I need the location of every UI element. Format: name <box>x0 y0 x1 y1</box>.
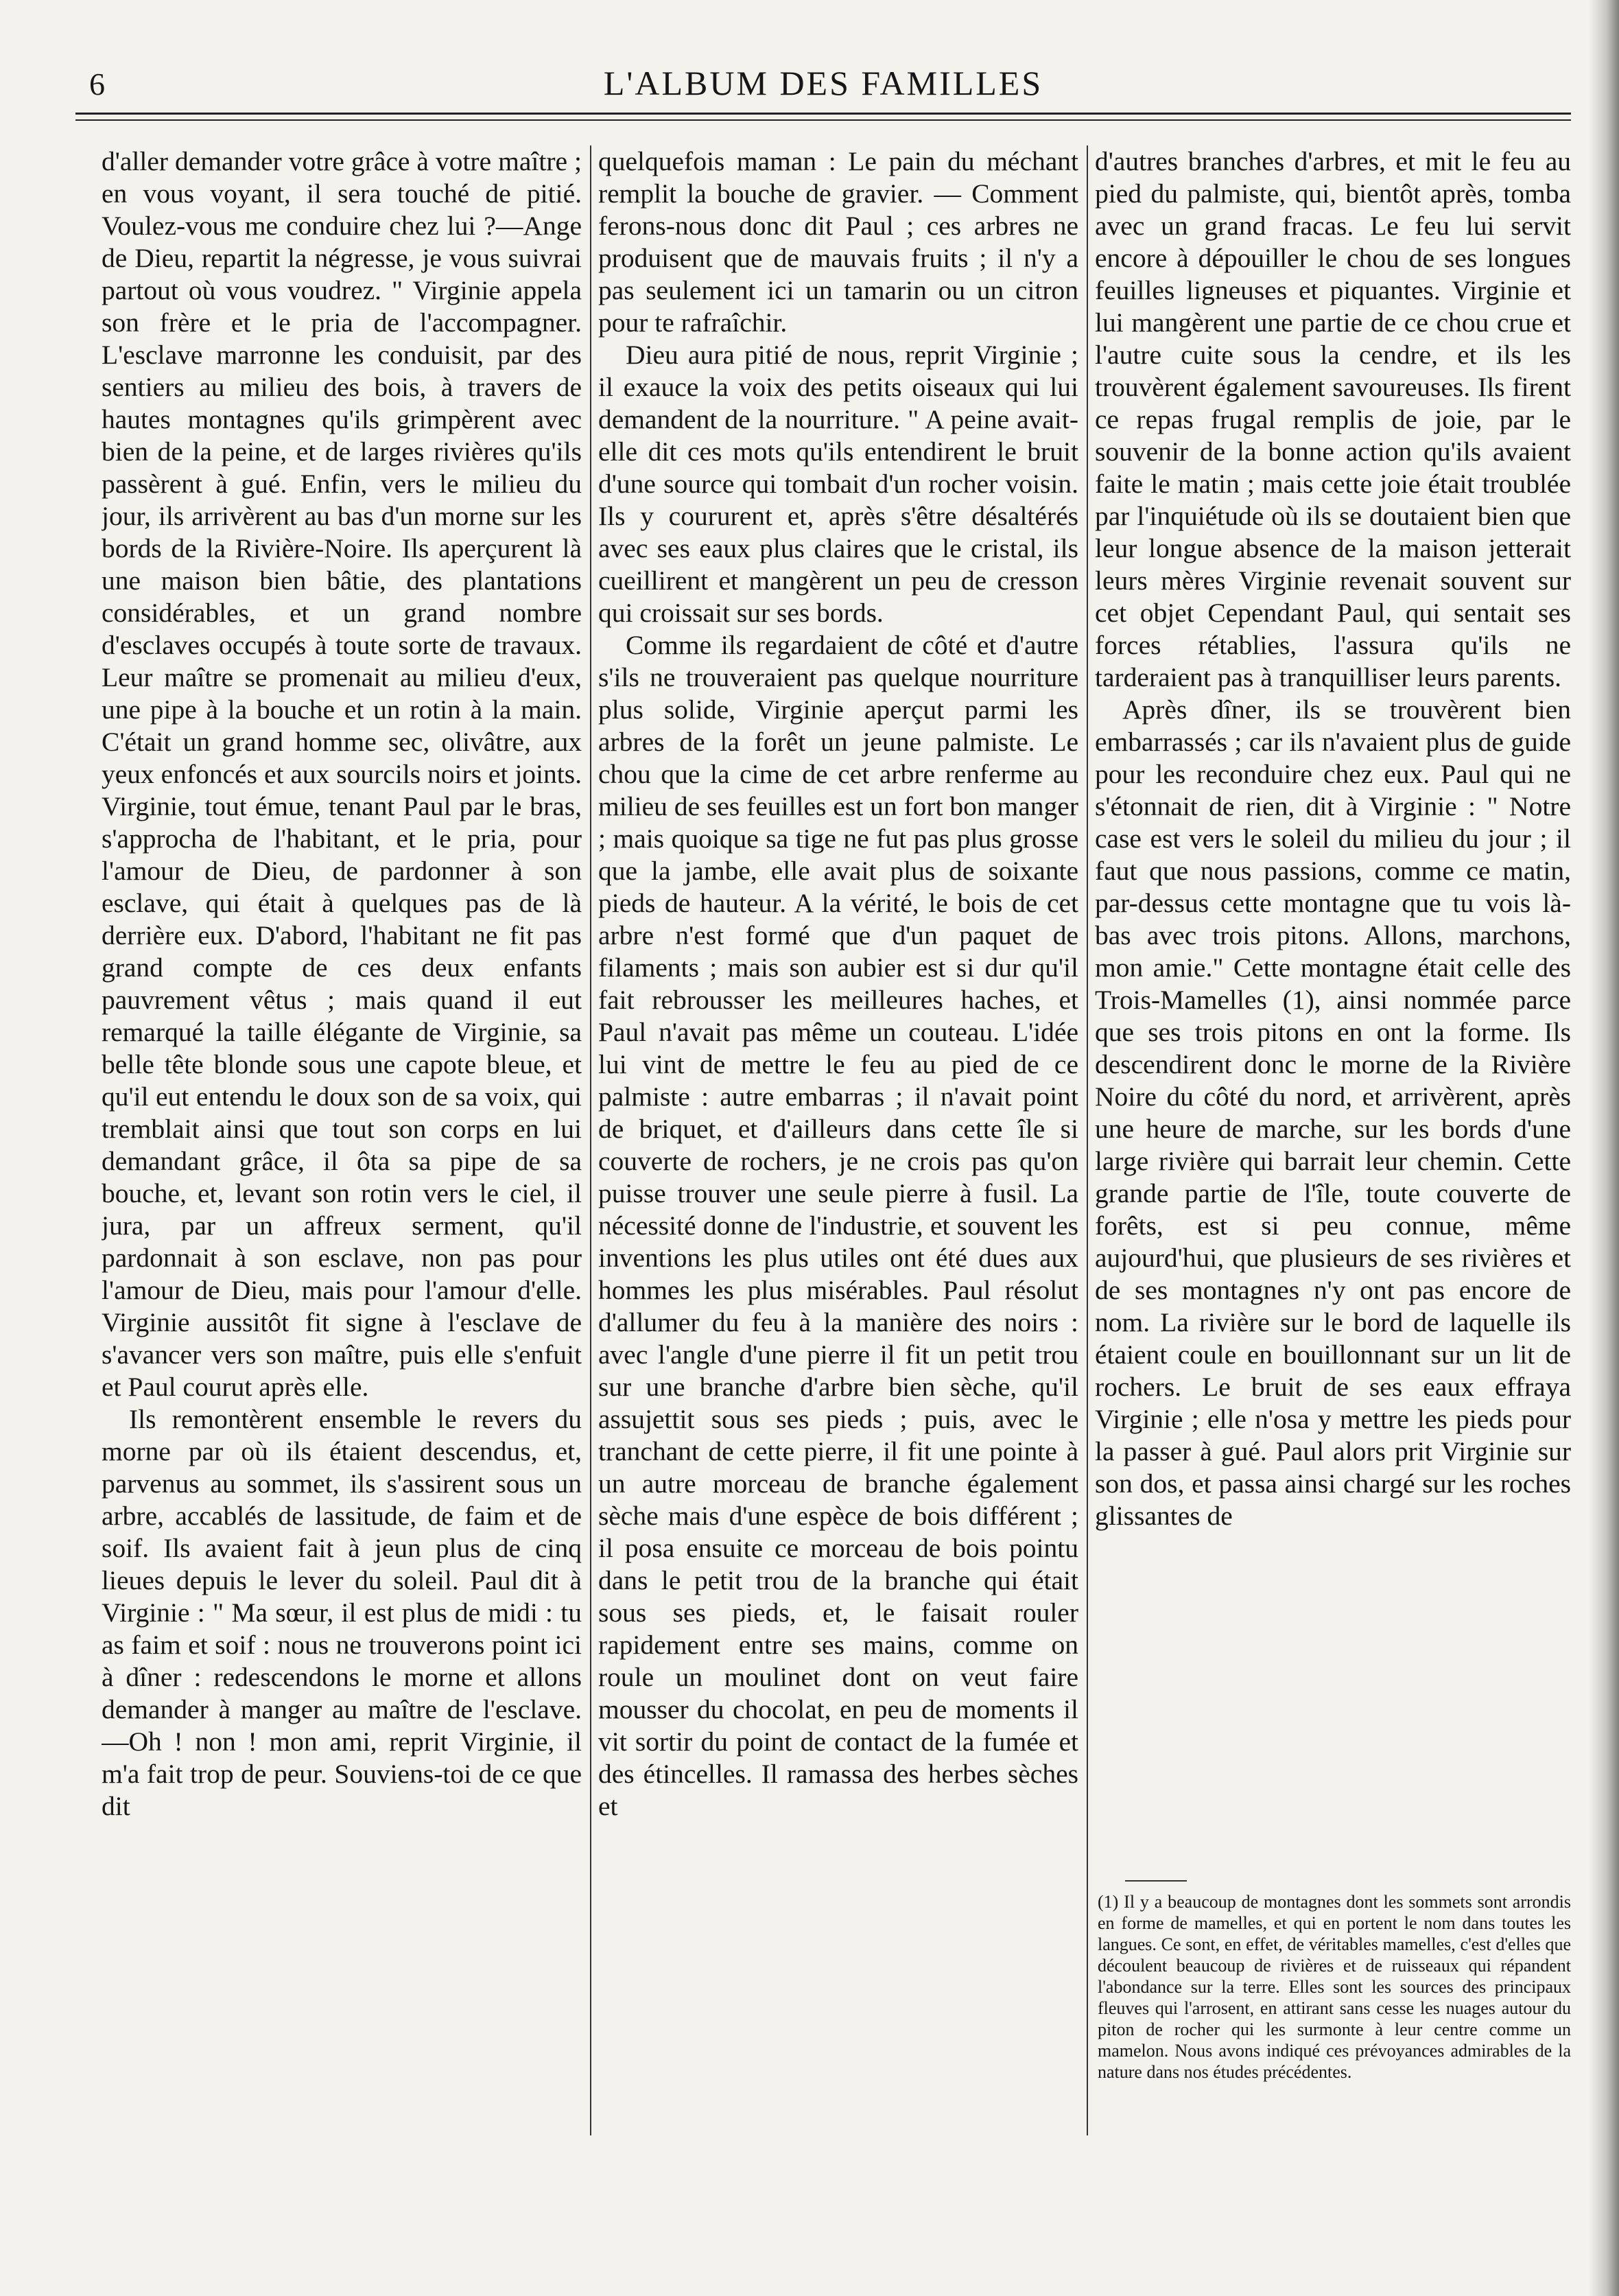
paragraph: Ils remontèrent ensemble le revers du morne par où ils étaient descendus, et, parvenus au sommet, ils s'assirent sous un arbre, accablés de lassitude, de faim et de soif. Ils avaient fait à jeun plus de cinq lieues depuis le lever du soleil. Paul dit à Virginie : " Ma sœur, il est plus de midi : tu as faim et soif : nous ne trouverons point ici à dîner : redescendons le morne et allons demander à manger au maître de l'esclave.—Oh ! non ! mon ami, reprit Virginie, il m'a fait trop de peur. Souviens-toi de ce que dit <box>102 1404 582 1821</box>
text-column-1 <box>102 145 582 2204</box>
footnote-rule <box>1125 1880 1187 1882</box>
text-column-2 <box>598 145 1078 2204</box>
paragraph: d'aller demander votre grâce à votre maître ; en vous voyant, il sera touché de pitié. Voulez-vous me conduire chez lui ?—Ange de Dieu, repartit la négresse, je vous suivrai partout où vous voudrez. " Virginie appela son frère et le pria de l'accompagner. L'esclave marronne les conduisit, par des sentiers au milieu des bois, à travers de hautes montagnes qu'ils grimpèrent avec bien de la peine, et de larges rivières qu'ils passèrent à gué. Enfin, vers le milieu du jour, ils arrivèrent au bas d'un morne sur les bords de la Rivière-Noire. Ils aperçurent là une maison bien bâtie, des plantations considérables, et un grand nombre d'esclaves occupés à toute sorte de travaux. Leur maître se promenait au milieu d'eux, une pipe à la bouche et un rotin à la main. C'était un grand homme sec, olivâtre, aux yeux enfoncés et aux sourcils noirs et joints. Virginie, tout émue, tenant Paul par le bras, s'approcha de l'habitant, et le pria, pour l'amour de Dieu, de pardonner à son esclave, qui était à quelques pas de là derrière eux. D'abord, l'habitant ne fit pas grand compte de ces deux enfants pauvrement vêtus ; mais quand il eut remarqué la taille élégante de Virginie, sa belle tête blonde sous une capote bleue, et qu'il eut entendu le doux son de sa voix, qui tremblait ainsi que tout son corps en lui demandant grâce, il ôta sa pipe de sa bouche, et, levant son rotin vers le ciel, il jura, par un affreux serment, qu'il pardonnait à son esclave, non pas pour l'amour de Dieu, mais pour l'amour d'elle. Virginie aussitôt fit signe à l'esclave de s'avancer vers son maître, puis elle s'enfuit et Paul courut après elle. <box>102 146 582 1402</box>
column-divider <box>590 145 591 2135</box>
footnote: (1) Il y a beaucoup de montagnes dont les sommets sont arrondis en forme de mamelles, et qui en portent le nom dans toutes les langues. Ce sont, en effet, de véritables mamelles, c'est d'elles que découlent beaucoup de rivières et de ruisseaux qui répandent l'abondance sur la terre. Elles sont les sources des principaux fleuves qui l'arrosent, en attirant sans cesse les nuages autour du piton de rocher qui les surmonte à leur centre comme un mamelon. Nous avons indiqué ces prévoyances admirables de la nature dans nos études précédentes. <box>1098 1892 1571 2082</box>
header-rule-thin <box>75 119 1571 121</box>
paragraph: quelquefois maman : Le pain du méchant remplit la bouche de gravier. — Comment ferons-nous donc dit Paul ; ces arbres ne produisent que de mauvais fruits ; il n'y a pas seulement ici un tamarin ou un citron pour te rafraîchir. <box>598 146 1078 338</box>
header-rule <box>75 113 1571 115</box>
paragraph: Après dîner, ils se trouvèrent bien embarrassés ; car ils n'avaient plus de guide pour les reconduire chez eux. Paul qui ne s'étonnait de rien, dit à Virginie : " Notre case est vers le soleil du milieu du jour ; il faut que nous passions, comme ce matin, par-dessus cette montagne que tu vois là-bas avec trois pitons. Allons, marchons, mon amie." Cette montagne était celle des Trois-Mamelles (1), ainsi nommée parce que ses trois pitons en ont la forme. Ils descendirent donc le morne de la Rivière Noire du côté du nord, et arrivèrent, après une heure de marche, sur les bords d'une large rivière qui barrait leur chemin. Cette grande partie de l'île, toute couverte de forêts, est si peu connue, même aujourd'hui, que plusieurs de ses rivières et de ses montagnes n'y ont pas encore de nom. La rivière sur le bord de laquelle ils étaient coule en bouillonnant sur un lit de rochers. Le bruit de ses eaux effraya Virginie ; elle n'osa y mettre les pieds pour la passer à gué. Paul alors prit Virginie sur son dos, et passa ainsi chargé sur les roches glissantes de <box>1095 694 1571 1531</box>
paragraph: Comme ils regardaient de côté et d'autre s'ils ne trouveraient pas quelque nourriture plus solide, Virginie aperçut parmi les arbres de la forêt un jeune palmiste. Le chou que la cime de cet arbre renferme au milieu de ses feuilles est un fort bon manger ; mais quoique sa tige ne fut pas plus grosse que la jambe, elle avait plus de soixante pieds de hauteur. A la vérité, le bois de cet arbre n'est formé que d'un paquet de filaments ; mais son aubier est si dur qu'il fait rebrousser les meilleures haches, et Paul n'avait pas même un couteau. L'idée lui vint de mettre le feu au pied de ce palmiste : autre embarras ; il n'avait point de briquet, et d'ailleurs dans cette île si couverte de rochers, je ne crois pas qu'on puisse trouver une seule pierre à fusil. La nécessité donne de l'industrie, et souvent les inventions les plus utiles ont été dues aux hommes les plus misérables. Paul résolut d'allumer du feu à la manière des noirs : avec l'angle d'une pierre il fit un petit trou sur une branche d'arbre bien sèche, qu'il assujettit sous ses pieds ; puis, avec le tranchant de cette pierre, il fit une pointe à un autre morceau de branche également sèche mais d'une espèce de bois différent ; il posa ensuite ce morceau de bois pointu dans le petit trou de la branche qui était sous ses pieds, et, le faisait rouler rapidement entre ses mains, comme on roule un moulinet dont on veut faire mousser du chocolat, en peu de moments il vit sortir du point de contact de la fumée et des étincelles. Il ramassa des herbes sèches et <box>598 630 1078 1821</box>
running-title: L'ALBUM DES FAMILLES <box>603 64 1043 102</box>
page-edge-shadow <box>1589 0 1619 2296</box>
paragraph: Dieu aura pitié de nous, reprit Virginie ; il exauce la voix des petits oiseaux qui lui demandent de la nourriture. " A peine avait-elle dit ces mots qu'ils entendirent le bruit d'une source qui tombait d'un rocher voisin. Ils y coururent et, après s'être désaltérés avec ses eaux plus claires que le cristal, ils cueillirent et mangèrent un peu de cresson qui croissait sur ses bords. <box>598 340 1078 628</box>
page-header <box>75 59 1571 107</box>
paragraph: d'autres branches d'arbres, et mit le feu au pied du palmiste, qui, bientôt après, tomba avec un grand fracas. Le feu lui servit encore à dépouiller le chou de ses longues feuilles ligneuses et piquantes. Virginie et lui mangèrent une partie de ce chou crue et l'autre cuite sous la cendre, et ils les trouvèrent également savoureuses. Ils firent ce repas frugal remplis de joie, par le souvenir de la bonne action qu'ils avaient faite le matin ; mais cette joie était troublée par l'inquiétude où ils se doutaient bien que leur longue absence de la maison jetterait leurs mères Virginie revenait souvent sur cet objet Cependant Paul, qui sentait ses forces rétablies, l'assura qu'ils ne tarderaient pas à tranquilliser leurs parents. <box>1095 146 1571 692</box>
column-divider <box>1087 145 1088 2135</box>
page-number: 6 <box>89 67 105 102</box>
